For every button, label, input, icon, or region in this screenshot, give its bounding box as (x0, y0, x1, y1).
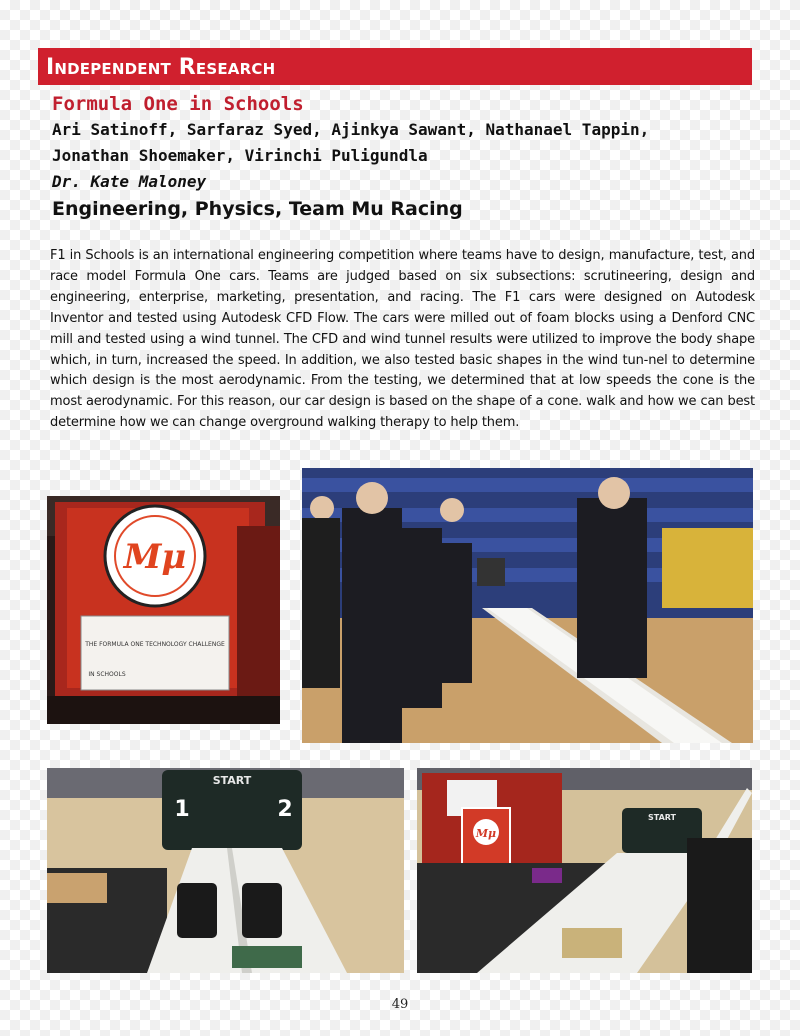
authors-line-2: Jonathan Shoemaker, Virinchi Puligundla (52, 146, 428, 165)
advisor-name: Dr. Kate Maloney (52, 172, 207, 191)
start-gate-text: START (212, 774, 252, 787)
abstract-paragraph: F1 in Schools is an international engineering competition where teams have to design, manufacture, test, and race model Formula One cars. Teams are judged based on six subsections: scrutineering, design and engineering, enterprise, marketing, presentation, and racing. The F1 cars were designed on Autodesk Inventor and tested using Autodesk CFD Flow. The cars were milled out of foam blocks using a Denford CNC mill and tested using a wind tunnel. The CFD and wind tunnel results were utilized to improve the body shape which, in turn, increased the speed. In addition, we also tested basic shapes in the wind tun-nel to determine which design is the most aerodynamic. From the testing, we determined that at low speeds the cone is the most aerodynamic. For this reason, our car design is based on the shape of a cone. walk and how we can best determine how we can change overground walking therapy to help them. (50, 248, 755, 431)
project-header (52, 91, 752, 223)
authors-line-1: Ari Satinoff, Sarfaraz Syed, Ajinkya Sawant, Nathanael Tappin, (52, 120, 650, 139)
lane-left-number: 1 (174, 797, 190, 822)
track-logo-text: Mμ (475, 827, 497, 840)
project-title: Formula One in Schools (52, 93, 304, 115)
lane-right-number: 2 (277, 797, 293, 822)
page-number: 49 (391, 997, 409, 1012)
sign-sub-text: IN SCHOOLS (88, 671, 126, 678)
section-banner-text: Independent Research (46, 55, 276, 80)
team-logo-text: Mμ (123, 537, 187, 577)
abstract (50, 246, 755, 434)
start-gate-photo (47, 768, 404, 973)
team-logo-photo (47, 496, 280, 724)
track-gate-text: START (647, 813, 677, 822)
section-banner (38, 48, 752, 85)
department-line: Engineering, Physics, Team Mu Racing (52, 198, 463, 220)
sign-text: THE FORMULA ONE TECHNOLOGY CHALLENGE (85, 641, 225, 648)
gym-presentation-photo (302, 468, 753, 743)
track-display-photo (417, 768, 752, 973)
